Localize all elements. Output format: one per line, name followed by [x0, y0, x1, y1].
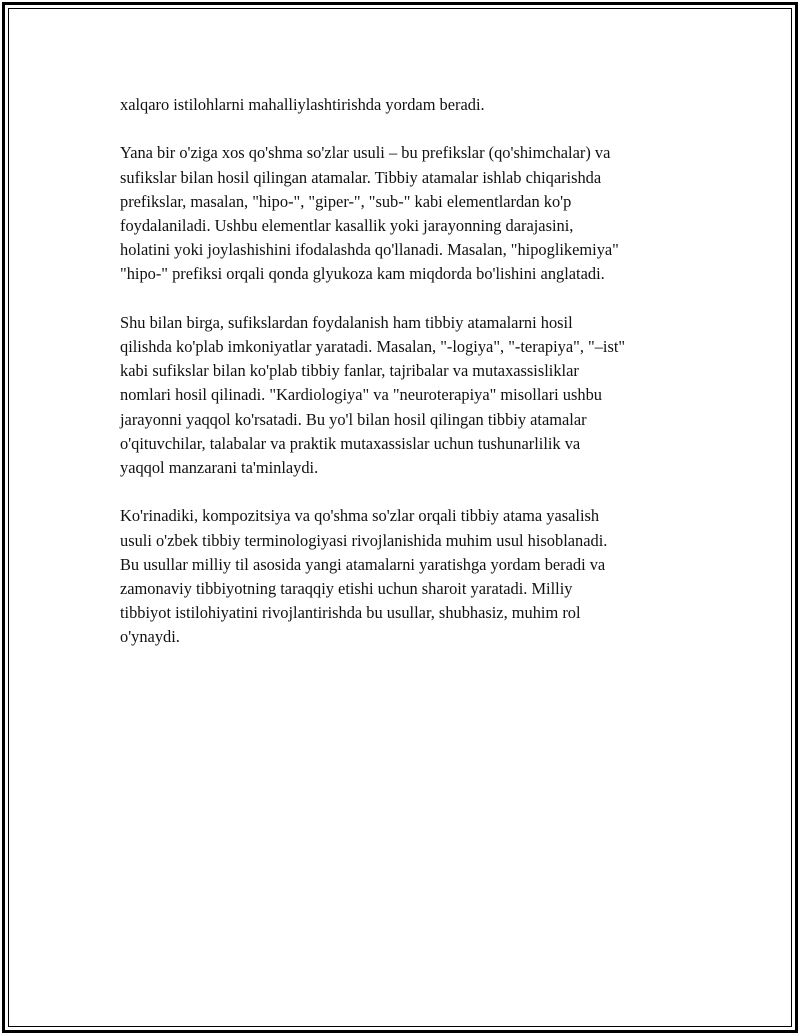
paragraph-1 — [120, 93, 705, 117]
paragraph-line: "hipo-" prefiksi orqali qonda glyukoza kam miqdorda bo'lishini anglatadi. — [120, 264, 605, 284]
paragraph-line: jarayonni yaqqol ko'rsatadi. Bu yo'l bilan hosil qilingan tibbiy atamalar — [120, 409, 587, 429]
paragraph-line: qilishda ko'plab imkoniyatlar yaratadi. Masalan, "-logiya", "-terapiya", "–ist" — [120, 337, 626, 356]
paragraph-line: Ko'rinadiki, kompozitsiya va qo'shma so'zlar orqali tibbiy atama yasalish — [120, 506, 600, 526]
paragraph-line: kabi sufikslar bilan ko'plab tibbiy fanlar, tajribalar va mutaxassisliklar — [120, 361, 579, 381]
document-body — [120, 93, 705, 674]
paragraph-line: yaqqol manzarani ta'minlaydi. — [120, 458, 319, 478]
paragraph-line: prefikslar, masalan, "hipo-", "giper-", "sub-" kabi elementlardan ko'p — [120, 191, 572, 211]
paragraph-line: zamonaviy tibbiyotning taraqqiy etishi uchun sharoit yaratadi. Milliy — [120, 579, 573, 599]
paragraph-line: nomlari hosil qilinadi. "Kardiologiya" va "neuroterapiya" misollari ushbu — [120, 385, 602, 405]
paragraph-2 — [120, 141, 705, 286]
paragraph-4 — [120, 504, 705, 649]
paragraph-line: Bu usullar milliy til asosida yangi atamalarni yaratishga yordam beradi va — [120, 554, 606, 574]
paragraph-line: Yana bir o'ziga xos qo'shma so'zlar usuli – bu prefikslar (qo'shimchalar) va — [120, 143, 611, 163]
paragraph-line: foydalaniladi. Ushbu elementlar kasallik yoki jarayonning darajasini, — [120, 216, 574, 235]
paragraph-line: xalqaro istilohlarni mahalliylashtirishda yordam beradi. — [120, 95, 485, 114]
paragraph-line: usuli o'zbek tibbiy terminologiyasi rivojlanishida muhim usul hisoblanadi. — [120, 530, 608, 550]
paragraph-line: o'qituvchilar, talabalar va praktik mutaxassislar uchun tushunarlilik va — [120, 433, 581, 453]
paragraph-3 — [120, 311, 705, 480]
page-frame — [2, 2, 798, 1033]
paragraph-line: o'ynaydi. — [120, 627, 180, 647]
paragraph-line: tibbiyot istilohiyatini rivojlantirishda bu usullar, shubhasiz, muhim rol — [120, 603, 581, 623]
paragraph-line: sufikslar bilan hosil qilingan atamalar. Tibbiy atamalar ishlab chiqarishda — [120, 167, 602, 187]
paragraph-line: Shu bilan birga, sufikslardan foydalanish ham tibbiy atamalarni hosil — [120, 312, 573, 332]
paragraph-line: holatini yoki joylashishini ifodalashda qo'llanadi. Masalan, "hipoglikemiya" — [120, 240, 619, 260]
